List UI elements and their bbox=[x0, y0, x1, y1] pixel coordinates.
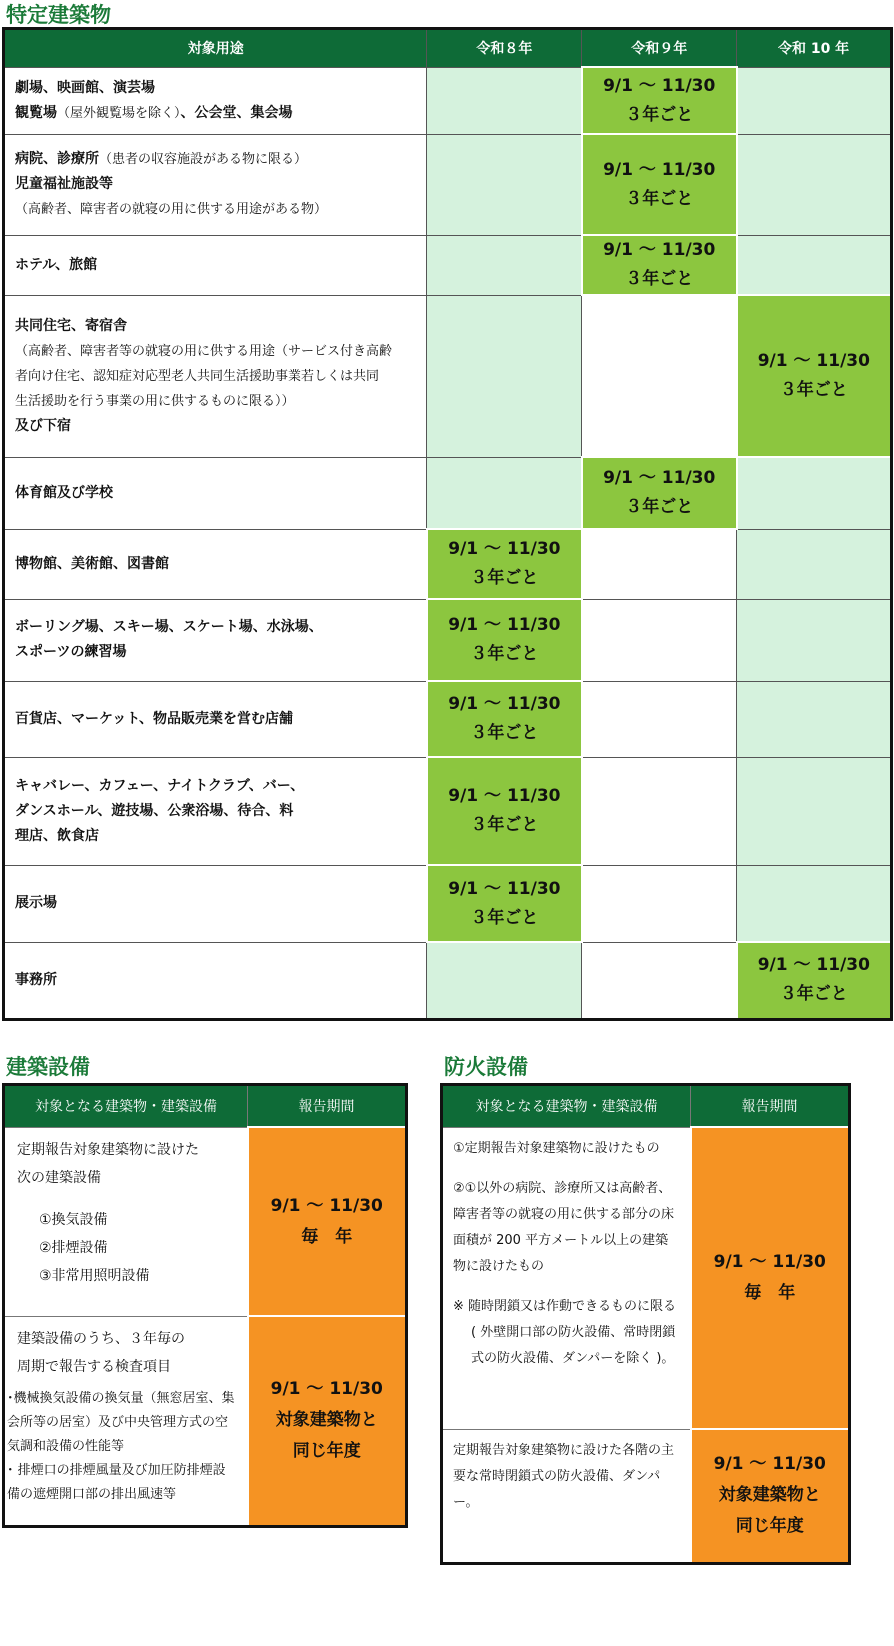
period-text: 9/1 ～ 11/30 bbox=[713, 1252, 826, 1272]
usage-text: 児童福祉施設等 bbox=[15, 176, 113, 192]
cycle-text: 同じ年度 bbox=[735, 1516, 804, 1537]
bullet-item: ･機械換気設備の換気量（無窓居室、集会所等の居室）及び中央管理方式の空気調和設備の性能等 bbox=[7, 1390, 235, 1454]
schedule-cell-active bbox=[427, 599, 582, 681]
header-target: 対象となる建築物・建築設備 bbox=[4, 1085, 248, 1128]
schedule-cell-active bbox=[737, 942, 892, 1019]
usage-line bbox=[15, 640, 416, 665]
paragraph: 定期報告対象建築物に設けた各階の主要な常時閉鎖式の防火設備、ダンパー。 bbox=[453, 1442, 675, 1510]
usage-text: ホテル、旅館 bbox=[15, 256, 98, 273]
usage-line bbox=[15, 172, 416, 197]
usage-line bbox=[15, 253, 416, 278]
schedule-cell-active bbox=[582, 67, 737, 134]
usage-text: 共同住宅、寄宿舎 bbox=[15, 317, 127, 334]
schedule-cell-empty bbox=[737, 865, 892, 942]
cycle-text: 対象建築物と bbox=[275, 1410, 378, 1431]
table-row bbox=[4, 67, 892, 134]
fire-row1-desc bbox=[442, 1127, 691, 1429]
table-row bbox=[4, 295, 892, 457]
schedule-cell-empty bbox=[427, 235, 582, 295]
period-text: 9/1 ～ 11/30 bbox=[757, 351, 870, 371]
usage-text: 博物館、美術館、図書館 bbox=[15, 555, 169, 572]
period-text: 9/1 ～ 11/30 bbox=[270, 1195, 383, 1216]
table-row bbox=[4, 942, 892, 1019]
schedule-cell-active bbox=[427, 529, 582, 599]
paragraph: ①定期報告対象建築物に設けたもの bbox=[453, 1140, 660, 1156]
cycle-text: 対象建築物と bbox=[718, 1485, 821, 1506]
usage-text: ダンスホール、遊技場、公衆浴場、待合、料 bbox=[15, 802, 294, 819]
usage-note: 生活援助を行う事業の用に供するものに限る）） bbox=[15, 393, 295, 409]
usage-line bbox=[15, 968, 416, 993]
usage-cell bbox=[4, 529, 427, 599]
schedule-cell-empty bbox=[737, 457, 892, 529]
fire-row2-desc bbox=[442, 1429, 691, 1563]
usage-note: （患者の収容施設がある物に限る） bbox=[99, 152, 308, 167]
period-text: 9/1 ～ 11/30 bbox=[757, 955, 870, 976]
usage-cell bbox=[4, 295, 427, 457]
usage-line bbox=[15, 147, 416, 172]
cycle-text: ３年ごと bbox=[625, 497, 694, 517]
usage-line bbox=[15, 364, 416, 389]
period-cell bbox=[691, 1127, 850, 1429]
usage-line bbox=[15, 101, 416, 126]
usage-text: 及び下宿 bbox=[15, 417, 71, 434]
section-title-fire-equipment: 防火設備 bbox=[444, 1055, 528, 1079]
period-text: 9/1 ～ 11/30 bbox=[270, 1379, 383, 1400]
usage-cell bbox=[4, 67, 427, 134]
usage-note: （高齢者、障害者の就寝の用に供する用途がある物） bbox=[15, 202, 328, 217]
usage-line bbox=[15, 481, 416, 506]
usage-text: 観覧場 bbox=[15, 104, 57, 121]
usage-line bbox=[15, 339, 416, 364]
schedule-cell-empty bbox=[582, 942, 737, 1019]
usage-line bbox=[15, 799, 416, 824]
period-text: 9/1 ～ 11/30 bbox=[448, 615, 561, 635]
schedule-cell-empty bbox=[737, 681, 892, 757]
table-row bbox=[4, 457, 892, 529]
table-row bbox=[4, 757, 892, 865]
usage-text: キャバレー、カフェー、ナイトクラブ、バー、 bbox=[15, 777, 305, 794]
usage-line bbox=[15, 389, 416, 414]
schedule-cell-empty bbox=[582, 757, 737, 865]
usage-line bbox=[15, 76, 416, 101]
period-cell bbox=[248, 1316, 407, 1526]
schedule-cell-empty bbox=[737, 67, 892, 134]
usage-cell bbox=[4, 865, 427, 942]
bullet-item: ･ 排煙口の排煙風量及び加圧防排煙設備の遮煙開口部の排出風速等 bbox=[7, 1462, 226, 1502]
schedule-cell-empty bbox=[737, 599, 892, 681]
period-text: 9/1 ～ 11/30 bbox=[603, 159, 716, 180]
building-equipment-table bbox=[2, 1083, 408, 1528]
period-text: 9/1 ～ 11/30 bbox=[713, 1454, 826, 1475]
schedule-cell-empty bbox=[427, 67, 582, 134]
period-text: 9/1 ～ 11/30 bbox=[603, 75, 716, 96]
header-period: 報告期間 bbox=[691, 1085, 850, 1128]
section-title-specified-buildings: 特定建築物 bbox=[6, 3, 111, 27]
schedule-cell-empty bbox=[582, 599, 737, 681]
table-row bbox=[4, 235, 892, 295]
cycle-text: ３年ごと bbox=[470, 907, 539, 928]
schedule-cell-active bbox=[427, 757, 582, 865]
schedule-cell-empty bbox=[582, 295, 737, 457]
schedule-cell-empty bbox=[737, 757, 892, 865]
text-line: 次の建築設備 bbox=[17, 1169, 101, 1186]
schedule-cell-active bbox=[427, 865, 582, 942]
schedule-cell-active bbox=[582, 235, 737, 295]
schedule-cell-empty bbox=[427, 134, 582, 235]
schedule-cell-empty bbox=[737, 235, 892, 295]
usage-cell bbox=[4, 599, 427, 681]
table-row bbox=[4, 599, 892, 681]
list-item: ①換気設備 bbox=[39, 1211, 108, 1228]
schedule-cell-empty bbox=[737, 529, 892, 599]
note-paragraph: ※ 随時閉鎖又は作動できるものに限る ( 外壁開口部の防火設備、常時閉鎖式の防火設備、ダンパーを除く )。 bbox=[453, 1298, 677, 1366]
usage-text: 体育館及び学校 bbox=[15, 484, 113, 501]
cycle-text: ３年ごと bbox=[779, 984, 848, 1005]
header-r8: 令和８年 bbox=[427, 29, 582, 68]
schedule-cell-active bbox=[582, 457, 737, 529]
table-header-row bbox=[4, 29, 892, 68]
table-row bbox=[4, 865, 892, 942]
header-r9: 令和９年 bbox=[582, 29, 737, 68]
text-line: 建築設備のうち、３年毎の bbox=[17, 1330, 185, 1347]
usage-text: スポーツの練習場 bbox=[15, 644, 127, 660]
usage-line bbox=[15, 552, 416, 577]
cycle-text: 毎 年 bbox=[744, 1283, 796, 1303]
usage-text: 病院、診療所 bbox=[15, 151, 99, 167]
equipment-row2-desc bbox=[4, 1316, 248, 1526]
equipment-row1-desc bbox=[4, 1127, 248, 1316]
cycle-text: 同じ年度 bbox=[292, 1441, 361, 1462]
schedule-cell-active bbox=[427, 681, 582, 757]
cycle-text: ３年ごと bbox=[625, 269, 694, 289]
table-row bbox=[4, 681, 892, 757]
period-text: 9/1 ～ 11/30 bbox=[448, 539, 561, 559]
table-row bbox=[4, 529, 892, 599]
usage-line bbox=[15, 707, 416, 732]
schedule-cell-empty bbox=[582, 529, 737, 599]
period-text: 9/1 ～ 11/30 bbox=[603, 468, 716, 488]
text-line: 周期で報告する検査項目 bbox=[17, 1358, 171, 1375]
schedule-cell-active bbox=[582, 134, 737, 235]
table-row bbox=[4, 134, 892, 235]
usage-cell bbox=[4, 757, 427, 865]
specified-buildings-table bbox=[2, 27, 893, 1021]
usage-text: 、公会堂、集会場 bbox=[180, 104, 293, 121]
schedule-cell-empty bbox=[427, 942, 582, 1019]
usage-line bbox=[15, 824, 416, 849]
schedule-cell-empty bbox=[582, 681, 737, 757]
list-item: ③非常用照明設備 bbox=[39, 1267, 150, 1284]
usage-text: 劇場、映画館、演芸場 bbox=[15, 79, 155, 96]
usage-text: ボーリング場、スキー場、スケート場、水泳場、 bbox=[15, 619, 323, 635]
cycle-text: ３年ごと bbox=[470, 568, 539, 588]
header-target: 対象となる建築物・建築設備 bbox=[442, 1085, 691, 1128]
fire-equipment-table bbox=[440, 1083, 851, 1565]
period-text: 9/1 ～ 11/30 bbox=[448, 786, 561, 806]
schedule-cell-empty bbox=[582, 865, 737, 942]
usage-note: （高齢者、障害者等の就寝の用に供する用途（サービス付き高齢 bbox=[15, 343, 393, 359]
usage-note: 者向け住宅、認知症対応型老人共同生活援助事業若しくは共同 bbox=[15, 368, 380, 384]
usage-cell bbox=[4, 457, 427, 529]
cycle-text: ３年ごと bbox=[470, 723, 539, 743]
usage-line bbox=[15, 414, 416, 439]
period-text: 9/1 ～ 11/30 bbox=[448, 694, 561, 714]
cycle-text: ３年ごと bbox=[625, 188, 694, 209]
usage-line bbox=[15, 891, 416, 916]
usage-note: （屋外観覧場を除く） bbox=[57, 105, 181, 121]
period-cell bbox=[248, 1127, 407, 1316]
cycle-text: ３年ごと bbox=[470, 815, 539, 835]
period-text: 9/1 ～ 11/30 bbox=[448, 878, 561, 899]
usage-cell bbox=[4, 134, 427, 235]
usage-cell bbox=[4, 681, 427, 757]
list-item: ②排煙設備 bbox=[39, 1239, 108, 1256]
usage-line bbox=[15, 615, 416, 640]
period-cell bbox=[691, 1429, 850, 1563]
usage-text: 理店、飲食店 bbox=[15, 827, 99, 844]
paragraph: ②①以外の病院、診療所又は高齢者、障害者等の就寝の用に供する部分の床面積が 200 平方メートル以上の建築物に設けたもの bbox=[453, 1180, 675, 1274]
usage-line bbox=[15, 314, 416, 339]
cycle-text: ３年ごと bbox=[470, 644, 539, 664]
usage-line bbox=[15, 774, 416, 799]
cycle-text: ３年ごと bbox=[779, 380, 848, 400]
text-line: 定期報告対象建築物に設けた bbox=[17, 1141, 199, 1158]
schedule-cell-empty bbox=[737, 134, 892, 235]
period-text: 9/1 ～ 11/30 bbox=[603, 240, 716, 260]
usage-line bbox=[15, 197, 416, 222]
schedule-cell-empty bbox=[427, 457, 582, 529]
usage-text: 百貨店、マーケット、物品販売業を営む店舗 bbox=[15, 710, 294, 727]
header-usage: 対象用途 bbox=[4, 29, 427, 68]
cycle-text: ３年ごと bbox=[625, 104, 694, 125]
usage-text: 展示場 bbox=[15, 895, 57, 911]
header-r10: 令和 10 年 bbox=[737, 29, 892, 68]
section-title-building-equipment: 建築設備 bbox=[6, 1055, 90, 1079]
usage-text: 事務所 bbox=[15, 971, 57, 988]
cycle-text: 毎 年 bbox=[301, 1226, 353, 1247]
usage-cell bbox=[4, 235, 427, 295]
usage-cell bbox=[4, 942, 427, 1019]
schedule-cell-active bbox=[737, 295, 892, 457]
schedule-cell-empty bbox=[427, 295, 582, 457]
header-period: 報告期間 bbox=[248, 1085, 407, 1128]
